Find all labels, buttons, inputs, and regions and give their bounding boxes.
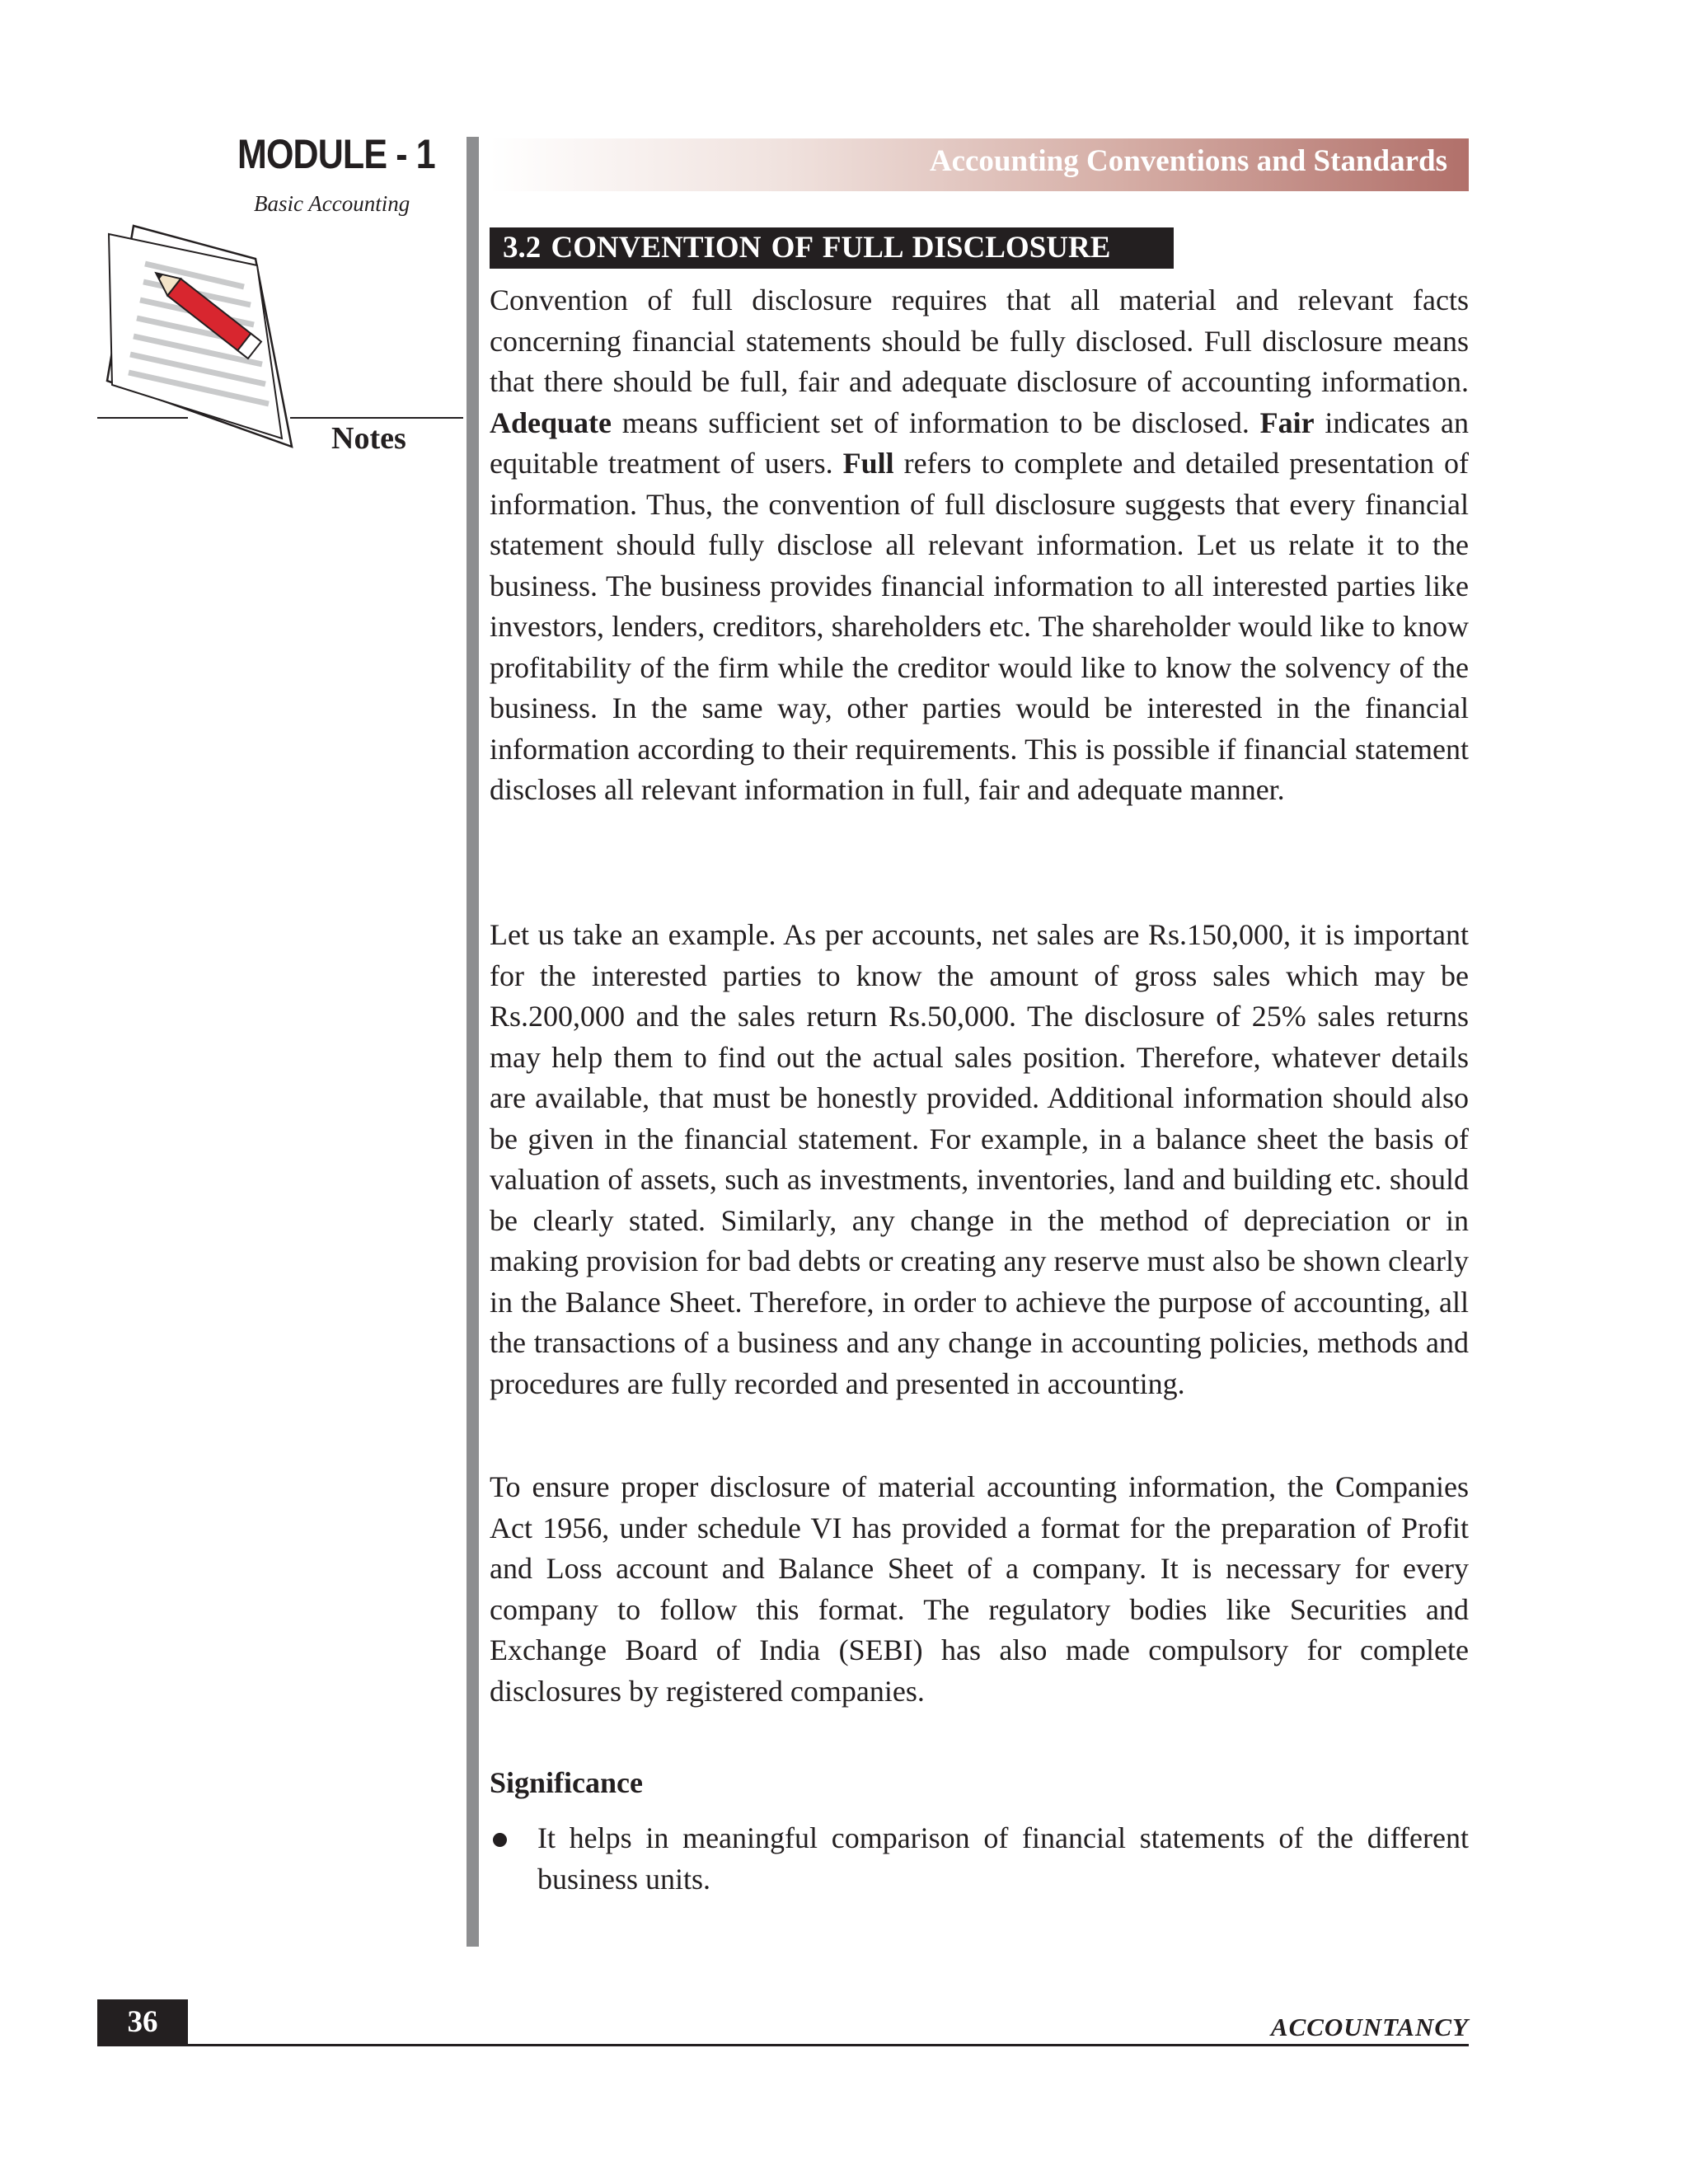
footer-subject: ACCOUNTANCY [1270,2013,1469,2041]
notes-rule-right [290,417,463,419]
paragraph-segment: indicates an equitable treatment of users. [490,405,1470,480]
significance-heading: Significance [490,1766,643,1799]
chapter-title: Accounting Conventions and Standards [929,144,1447,178]
paragraph-segment: Convention of full disclosure requires that all material and relevant facts concerning financial statements should be fully disclosed. Full disclosure means that there should be full, fair and adequate disclosure of accounting information. [490,284,1469,398]
paragraph-companies-act: To ensure proper disclosure of material accounting information, the Companies Act 1956, under schedule VI has provided a format for the preparation of Profit and Loss account and Balance Sheet of a company. It is necessary for every company to follow this format. The regulatory bodies like Securities and Exchange Board of India (SEBI) has also made compulsory for complete disclosures by registered companies. [490,1470,1469,1708]
paragraph-segment: means sufficient set of information to be disclosed. [612,405,1260,439]
paragraph-example: Let us take an example. As per accounts, net sales are Rs.150,000, it is important for the interested parties to know the amount of gross sales which may be Rs.200,000 and the sales return Rs.50,000. The disclosure of 25% sales returns may help them to find out the actual sales position. Therefore, whatever details are available, that must be honestly provided. Additional information should also be given in the financial statement. For example, in a balance sheet the basis of valuation of assets, such as investments, inventories, land and building etc. should be clearly stated. Similarly, any change in the method of depreciation or in making provision for bad debts or creating any reserve must also be shown clearly in the Balance Sheet. Therefore, in order to achieve the purpose of accounting, all the transactions of a business and any change in accounting policies, methods and procedures are fully recorded and presented in accounting. [490,918,1469,1400]
page-number: 36 [97,1999,188,2046]
notes-rule-left [97,417,188,419]
paragraph-full-disclosure [490,280,1469,811]
module-title: MODULE - 1 [237,131,435,177]
bold-term: Adequate [490,405,612,439]
chapter-header-band [490,138,1469,191]
paragraph-segment: refers to complete and detailed presentation of information. Thus, the convention of full disclosure suggests that every financial statement should fully disclose all relevant information. Let us relate it to the business. The business provides financial information to all interested parties like investors, lenders, creditors, shareholders etc. The shareholder would like to know profitability of the firm while the creditor would like to know the solvency of the business. In the same way, other parties would be interested in the financial information according to their requirements. This is possible if financial statement discloses all relevant information in full, fair and adequate manner. [490,447,1469,806]
notes-label: Notes [331,421,406,456]
notepad-pencil-icon [97,216,328,455]
bullet-text: It helps in meaningful comparison of financial statements of the different business units. [537,1821,1469,1896]
section-heading: 3.2 CONVENTION OF FULL DISCLOSURE [490,227,1174,269]
bold-term: Full [842,447,894,480]
footer-rule [97,2044,1469,2046]
module-subtitle: Basic Accounting [254,191,410,216]
bullet-dot-icon [493,1833,507,1847]
bold-term: Fair [1259,405,1315,439]
side-divider-bar [467,137,479,1947]
